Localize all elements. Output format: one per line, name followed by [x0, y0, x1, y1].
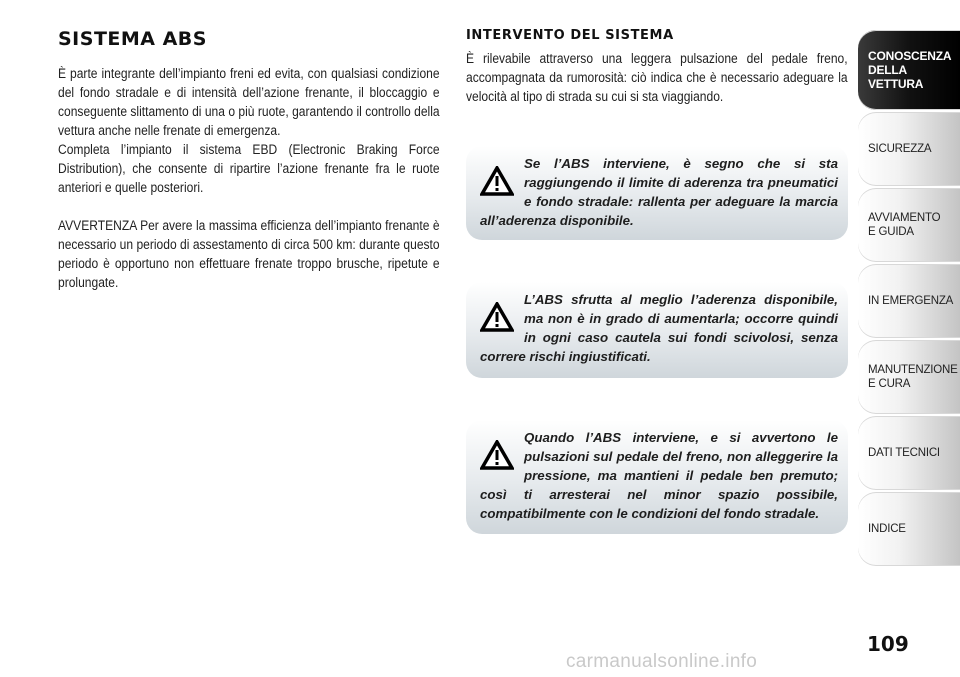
- tab-dati-tecnici[interactable]: [858, 416, 960, 490]
- tab-avviamento-e-guida[interactable]: [858, 188, 960, 262]
- tab-label: IN EMERGENZA: [868, 295, 954, 307]
- paragraph-warning-note: AVVERTENZA Per avere la massima efficienza dell’impianto frenante è necessario un periodo di assestamento di circa 500 km: durante questo periodo è opportuno non effettuare frenate troppo brusche, ripetute e prolungate.: [58, 218, 440, 290]
- chapter-tabs: [858, 30, 960, 568]
- tab-sicurezza[interactable]: [858, 112, 960, 186]
- tab-label: DATI TECNICI: [868, 447, 940, 459]
- watermark: carmanualsonline.info: [566, 651, 758, 672]
- warning-triangle-icon: [480, 440, 514, 470]
- section-title: SISTEMA ABS: [58, 28, 207, 50]
- tab-in-emergenza[interactable]: [858, 264, 960, 338]
- tab-indice[interactable]: [858, 492, 960, 566]
- paragraph-ebd-description: Completa l’impianto il sistema EBD (Electronic Braking Force Distribution), che consente di ripartire l’azione frenante fra le ruote anteriori e quelle posteriori.: [58, 142, 440, 195]
- right-column: [466, 28, 848, 106]
- tab-conoscenza-della-vettura[interactable]: [858, 30, 960, 110]
- page-number: 109: [867, 632, 909, 656]
- warning-triangle-icon: [480, 302, 514, 332]
- subsection-intro: È rilevabile attraverso una leggera pulsazione del pedale freno, accompagnata da rumorosità: ciò indica che è necessario adeguare la velocità al tipo di strada su cui si sta viaggiando.: [466, 51, 848, 104]
- warning-box-1: [466, 146, 848, 240]
- section-body: [58, 64, 440, 292]
- warning-text-3: Quando l’ABS interviene, e si avvertono le pulsazioni sul pedale del freno, non alleggerire la pressione, ma mantieni il pedale ben premuto; così ti arresterai nel minor spazio possibile, compatibilmente con le condizioni del fondo stradale.: [480, 430, 838, 521]
- tab-label: INDICE: [868, 523, 906, 535]
- warning-box-3: [466, 420, 848, 534]
- left-column: [58, 28, 440, 292]
- warning-text-2: L’ABS sfrutta al meglio l’aderenza disponibile, ma non è in grado di aumentarla; occorre quindi in ogni caso cautela sui fondi scivolosi, senza correre rischi ingiustificati.: [480, 292, 838, 364]
- tab-manutenzione-e-cura[interactable]: [858, 340, 960, 414]
- warning-text-1: Se l’ABS interviene, è segno che si sta raggiungendo il limite di aderenza tra pneumatici e fondo stradale: rallenta per adeguare la marcia all’aderenza disponibile.: [480, 156, 838, 228]
- paragraph-abs-description: È parte integrante dell’impianto freni ed evita, con qualsiasi condizione del fondo stradale e di intensità dell’azione frenante, il bloccaggio e conseguente slittamento di una o più ruote, garantendo il controllo della vettura anche nelle frenate di emergenza.: [58, 66, 440, 138]
- subsection-title: INTERVENTO DEL SISTEMA: [466, 28, 674, 43]
- tab-label: CONOSCENZA DELLA VETTURA: [868, 49, 952, 91]
- tab-label: AVVIAMENTO E GUIDA: [868, 212, 941, 238]
- tab-label: SICUREZZA: [868, 143, 932, 155]
- warning-box-2: [466, 282, 848, 378]
- tab-label: MANUTENZIONE E CURA: [868, 364, 958, 390]
- warning-triangle-icon: [480, 166, 514, 196]
